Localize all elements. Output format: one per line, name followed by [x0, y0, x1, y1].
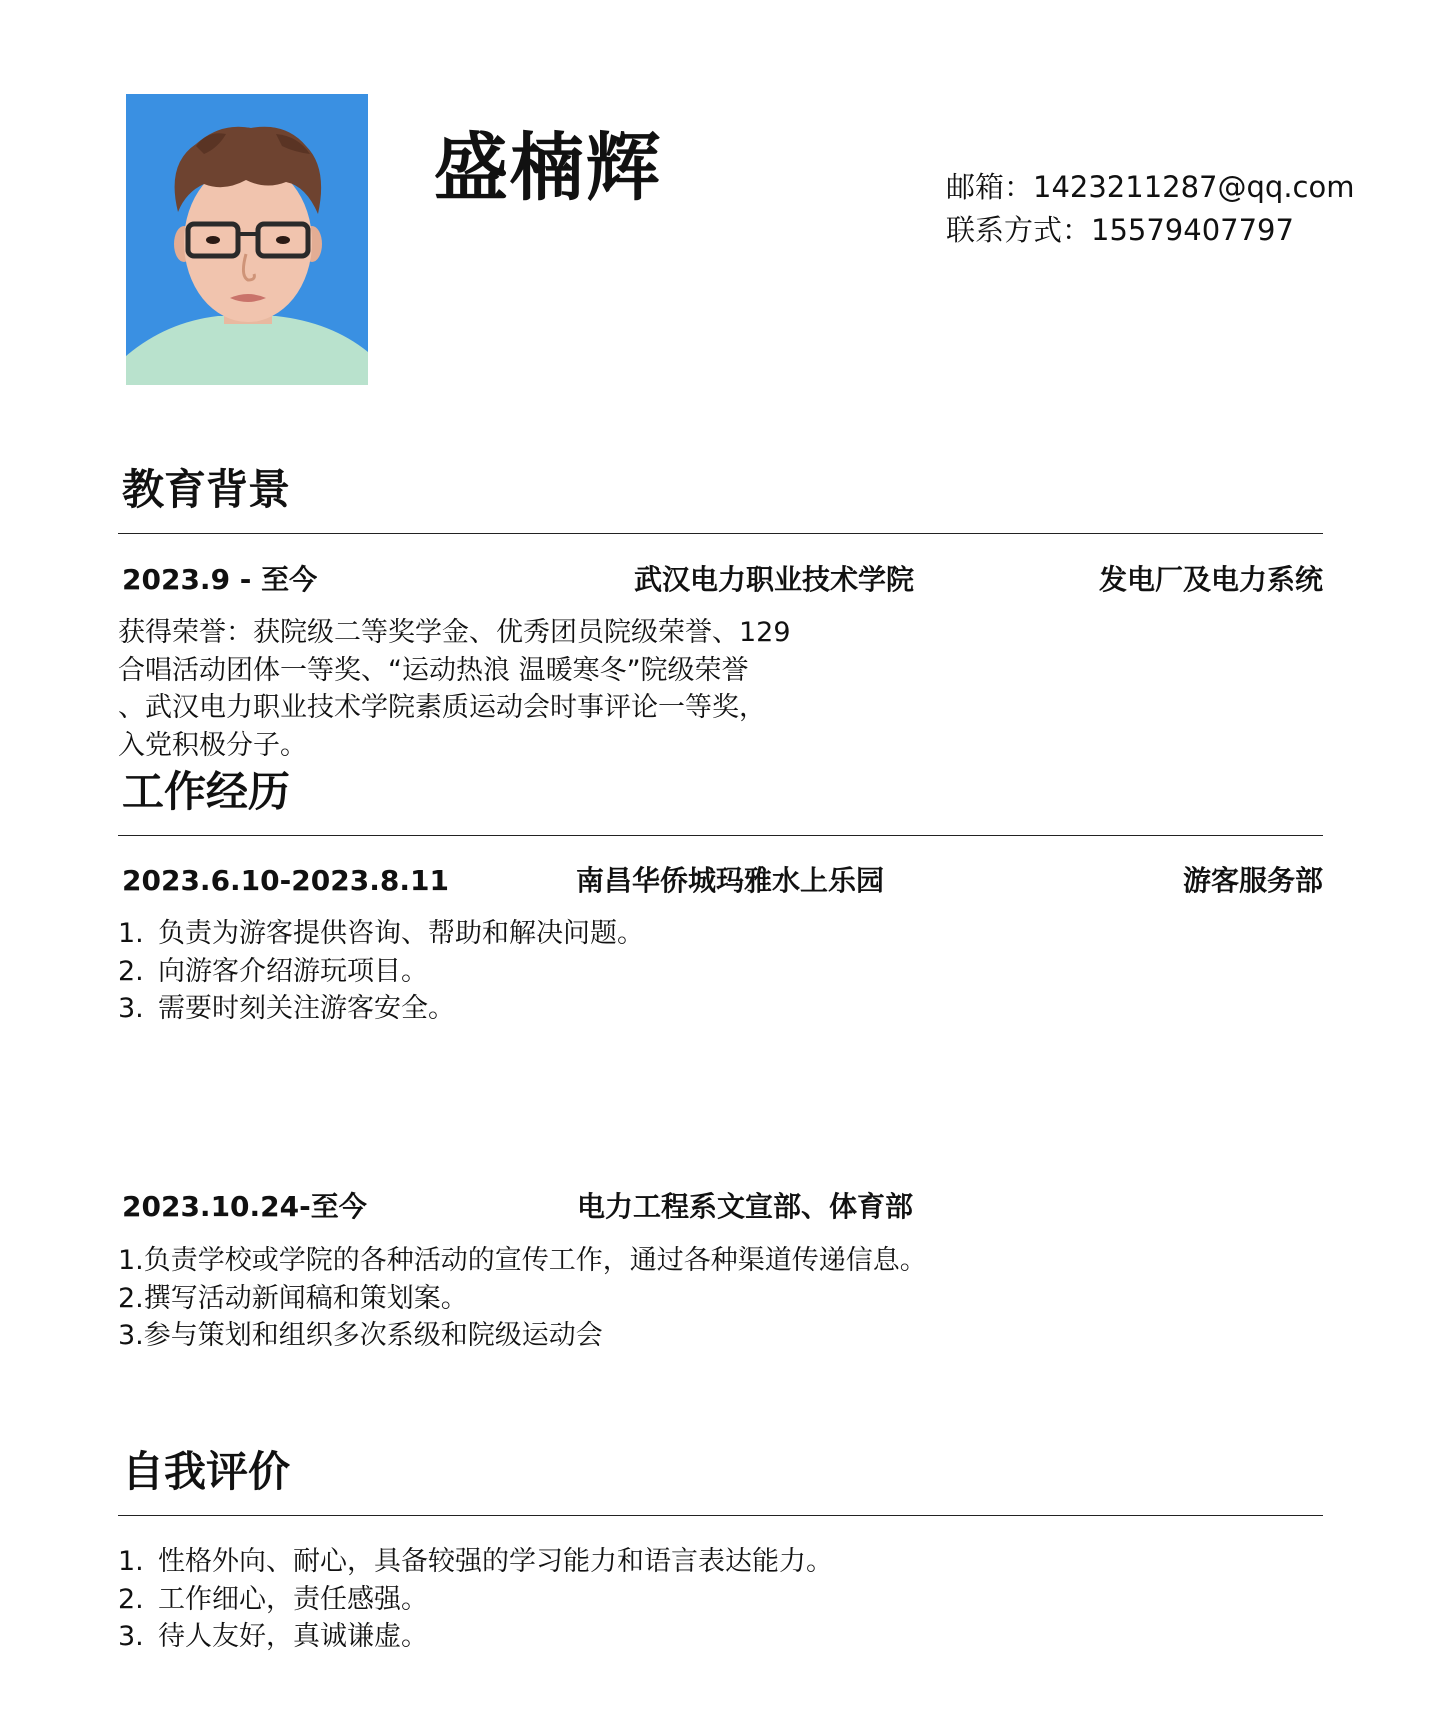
job-date: 2023.10.24-至今 [122, 1190, 367, 1223]
portrait-illustration [126, 94, 368, 385]
list-text: 向游客介绍游玩项目。 [158, 955, 428, 987]
list-text: 需要时刻关注游客安全。 [158, 993, 455, 1024]
list-item [118, 1618, 833, 1656]
honors-line: 、武汉电力职业技术学院素质运动会时事评论一等奖， [118, 692, 766, 723]
section-divider [118, 835, 1323, 836]
list-item: 3.参与策划和组织多次系级和院级运动会 [118, 1320, 603, 1351]
list-number: 3. [118, 993, 144, 1024]
job-duties-list [118, 915, 644, 1028]
section-title-education: 教育背景 [122, 465, 291, 514]
section-title-work: 工作经历 [122, 767, 291, 816]
list-item [118, 1581, 833, 1619]
candidate-name: 盛楠辉 [434, 125, 662, 211]
honors-line: 合唱活动团体一等奖、“运动热浪 温暖寒冬”院级荣誉 [118, 654, 749, 686]
list-item [118, 915, 644, 953]
list-text: 工作细心，责任感强。 [158, 1583, 428, 1615]
education-major: 发电厂及电力系统 [1098, 563, 1323, 596]
list-item: 1.负责学校或学院的各种活动的宣传工作，通过各种渠道传递信息。 [118, 1245, 927, 1276]
list-number: 2. [118, 1583, 144, 1615]
list-text: 待人友好，真诚谦虚。 [158, 1621, 428, 1652]
job-organization: 电力工程系文宣部、体育部 [577, 1190, 914, 1223]
section-divider [118, 533, 1323, 534]
list-item [118, 953, 644, 991]
list-text: 性格外向、耐心，具备较强的学习能力和语言表达能力。 [158, 1546, 833, 1577]
job-duties-list [118, 1242, 927, 1355]
contact-block [946, 166, 1354, 252]
honors-line: 获得荣誉：获院级二等奖学金、优秀团员院级荣誉、129 [118, 617, 791, 648]
self-evaluation-list [118, 1543, 833, 1656]
list-number: 1. [118, 1546, 144, 1577]
job-department: 游客服务部 [1182, 864, 1323, 897]
profile-photo [126, 94, 368, 385]
list-item [118, 1543, 833, 1581]
job-date: 2023.6.10-2023.8.11 [122, 864, 449, 897]
phone-text: 联系方式：15579407797 [946, 213, 1294, 247]
list-item: 2.撰写活动新闻稿和策划案。 [118, 1282, 468, 1314]
education-honors [118, 614, 791, 764]
education-school: 武汉电力职业技术学院 [634, 563, 915, 596]
email-text: 邮箱：1423211287@qq.com [946, 170, 1355, 204]
list-item [118, 990, 644, 1028]
job-organization: 南昌华侨城玛雅水上乐园 [576, 864, 885, 897]
education-date: 2023.9 - 至今 [122, 563, 318, 596]
honors-line: 入党积极分子。 [118, 729, 307, 761]
list-number: 1. [118, 918, 144, 949]
list-text: 负责为游客提供咨询、帮助和解决问题。 [158, 918, 644, 949]
section-title-self-evaluation: 自我评价 [122, 1447, 291, 1496]
list-number: 3. [118, 1621, 144, 1652]
section-divider [118, 1515, 1323, 1516]
list-number: 2. [118, 955, 144, 987]
